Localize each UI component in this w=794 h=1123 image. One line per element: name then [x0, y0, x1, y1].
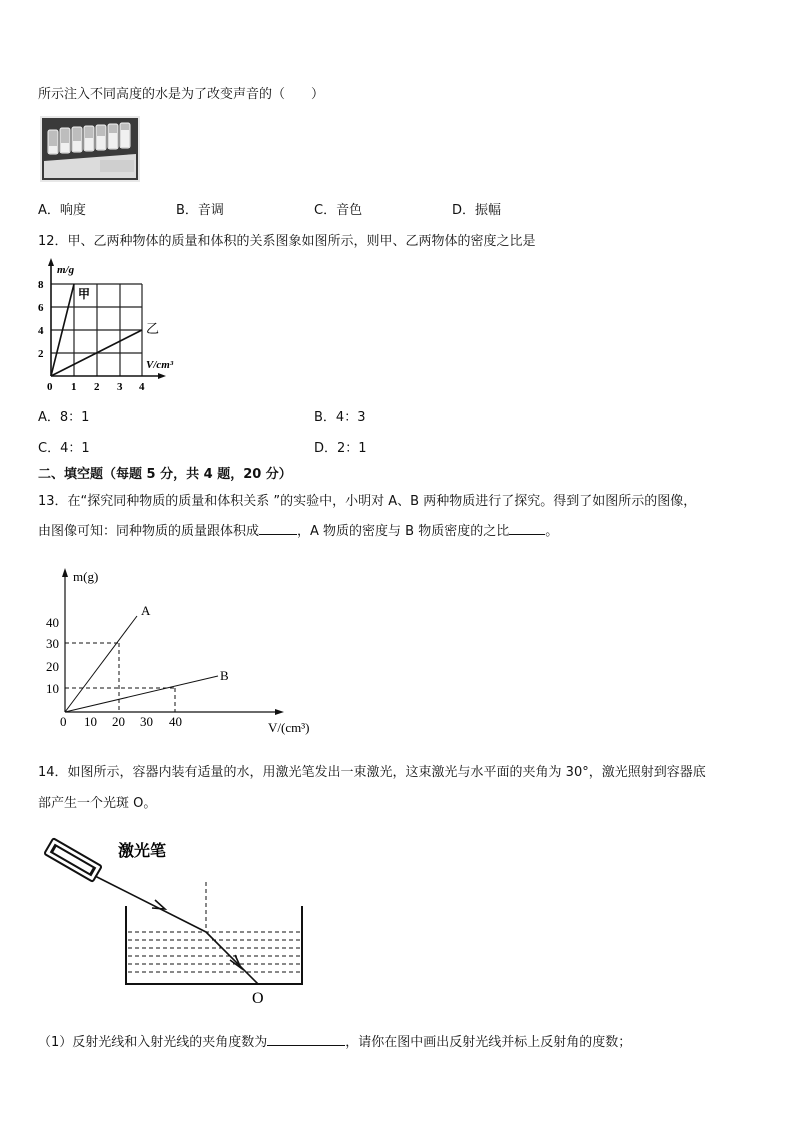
q13-blank-1[interactable]: [259, 522, 297, 535]
q13-ytick: 30: [46, 636, 59, 651]
q11-option-a[interactable]: A．响度: [38, 203, 86, 218]
q14-blank-1[interactable]: [267, 1033, 345, 1046]
q13-line2: 由图像可知：同种物质的质量跟体积成 ，A 物质的密度与 B 物质密度的之比 。: [38, 524, 559, 539]
q13-ytick: 40: [46, 615, 59, 630]
series-jia-label: 甲: [78, 287, 91, 301]
q12-ytick: 6: [38, 302, 44, 314]
q12-ytick: 4: [38, 325, 44, 337]
q12-xtick: 2: [94, 381, 100, 393]
q13-line1: 13．在“探究同种物质的质量和体积关系 ”的实验中，小明对 A、B 两种物质进行了探究。得到了如图所示的图像，: [38, 494, 697, 509]
q13-ytick: 10: [46, 681, 59, 696]
q12-xtick: 1: [71, 381, 77, 393]
q14-line1: 14．如图所示，容器内装有适量的水，用激光笔发出一束激光，这束激光与水平面的夹角为 30°，激光照射到容器底: [38, 765, 706, 780]
q14-line2: 部产生一个光斑 O。: [38, 796, 157, 811]
q12-graph: [30, 256, 190, 396]
q12-xlabel: V/cm³: [146, 359, 174, 371]
series-b-label: B: [220, 668, 229, 683]
series-yi-label: 乙: [146, 321, 160, 336]
q14-sub1: （1）反射光线和入射光线的夹角度数为 ，请你在图中画出反射光线并标上反射角的度数；: [38, 1035, 632, 1050]
q12-ytick: 2: [38, 348, 44, 360]
q12-xtick: 3: [117, 381, 123, 393]
q12-xtick: 4: [139, 381, 145, 393]
laser-figure: [40, 834, 320, 1009]
q11-option-b[interactable]: B．音调: [176, 203, 224, 218]
section-heading: 二、填空题（每题 5 分，共 4 题，20 分）: [38, 467, 292, 482]
q11-stem-tail: 所示注入不同高度的水是为了改变声音的（ ）: [38, 87, 325, 102]
q12-option-d[interactable]: D．2：1: [314, 441, 367, 456]
q13-xtick: 30: [140, 714, 153, 729]
q12-stem: 12．甲、乙两种物体的质量和体积的关系图象如图所示，则甲、乙两物体的密度之比是: [38, 234, 536, 249]
spot-label: O: [252, 990, 264, 1007]
q13-ylabel: m(g): [73, 569, 99, 584]
q13-xtick: 0: [60, 714, 67, 729]
q13-xtick: 40: [169, 714, 182, 729]
q12-ytick: 8: [38, 279, 44, 291]
series-a-label: A: [141, 603, 151, 618]
glasses-photo: [40, 116, 140, 182]
q11-option-d[interactable]: D．振幅: [452, 203, 502, 218]
q12-xtick: 0: [47, 381, 53, 393]
q12-option-b[interactable]: B．4：3: [314, 410, 366, 425]
q12-ylabel: m/g: [57, 264, 75, 276]
q13-xtick: 10: [84, 714, 97, 729]
q11-option-c[interactable]: C．音色: [314, 203, 363, 218]
q12-option-a[interactable]: A．8：1: [38, 410, 90, 425]
q13-blank-2[interactable]: [509, 522, 545, 535]
laser-label: 激光笔: [118, 843, 167, 860]
q13-ytick: 20: [46, 659, 59, 674]
laser-pen-icon: [44, 838, 101, 882]
q12-option-c[interactable]: C．4：1: [38, 441, 90, 456]
q13-xtick: 20: [112, 714, 125, 729]
q13-graph: [40, 562, 330, 742]
q13-xlabel: V/(cm³): [268, 720, 310, 735]
